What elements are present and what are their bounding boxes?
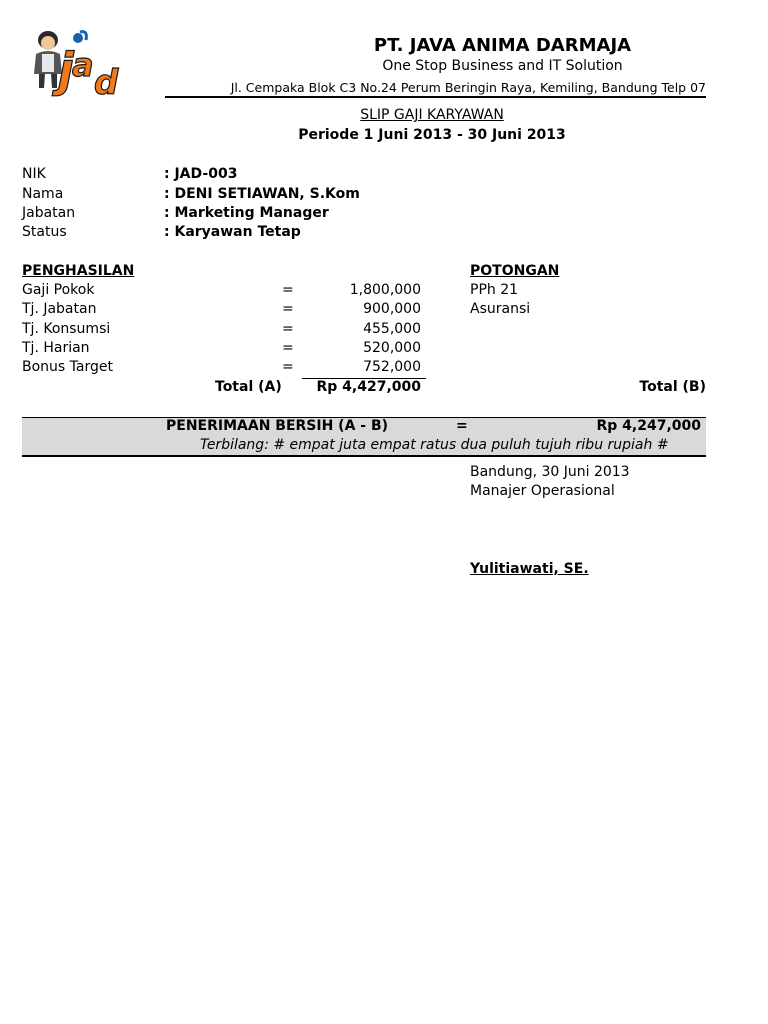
company-address: Jl. Cempaka Blok C3 No.24 Perum Beringin Raya, Kemiling, Bandung Telp 07 — [230, 80, 706, 95]
income-item-amount: 752,000 — [363, 359, 421, 375]
employee-value-status: : Karyawan Tetap — [164, 224, 301, 240]
income-item-amount: 1,800,000 — [349, 282, 421, 298]
header-divider — [165, 96, 706, 98]
income-item-amount: 455,000 — [363, 321, 421, 337]
income-item-label: Tj. Harian — [22, 340, 90, 356]
deduction-item-label: Asuransi — [470, 301, 531, 317]
employee-label-nik: NIK — [22, 166, 46, 182]
slip-period: Periode 1 Juni 2013 - 30 Juni 2013 — [298, 127, 566, 143]
employee-value-nama: : DENI SETIAWAN, S.Kom — [164, 186, 360, 202]
employee-value-jabatan: : Marketing Manager — [164, 205, 329, 221]
deduction-item-label: PPh 21 — [470, 282, 519, 298]
signature-place-date: Bandung, 30 Juni 2013 — [470, 464, 630, 480]
employee-value-nik: : JAD-003 — [164, 166, 238, 182]
income-total-value: Rp 4,427,000 — [316, 379, 421, 395]
income-item-label: Tj. Konsumsi — [22, 321, 111, 337]
income-item-amount: 900,000 — [363, 301, 421, 317]
company-name: PT. JAVA ANIMA DARMAJA — [373, 35, 632, 56]
income-item-eq: = — [282, 340, 294, 356]
income-item-eq: = — [282, 301, 294, 317]
company-tagline: One Stop Business and IT Solution — [382, 58, 623, 74]
employee-label-nama: Nama — [22, 186, 64, 202]
employee-label-status: Status — [22, 224, 67, 240]
income-item-label: Gaji Pokok — [22, 282, 95, 298]
signature-position: Manajer Operasional — [470, 483, 615, 499]
net-pay-eq: = — [456, 418, 468, 434]
employee-label-jabatan: Jabatan — [22, 205, 76, 221]
income-total-label: Total (A) — [215, 379, 282, 395]
income-section-title: PENGHASILAN — [22, 263, 135, 279]
income-item-label: Tj. Jabatan — [22, 301, 97, 317]
signature-name: Yulitiawati, SE. — [470, 561, 589, 577]
income-item-eq: = — [282, 321, 294, 337]
income-item-eq: = — [282, 359, 294, 375]
income-item-label: Bonus Target — [22, 359, 113, 375]
net-pay-value: Rp 4,247,000 — [596, 418, 701, 434]
net-pay-label: PENERIMAAN BERSIH (A - B) — [166, 418, 389, 434]
svg-text:d: d — [94, 63, 119, 100]
income-item-amount: 520,000 — [363, 340, 421, 356]
income-item-eq: = — [282, 282, 294, 298]
deductions-section-title: POTONGAN — [470, 263, 560, 279]
svg-text:j: j — [58, 43, 74, 97]
svg-text:a: a — [72, 46, 94, 84]
slip-title: SLIP GAJI KARYAWAN — [360, 107, 504, 123]
net-pay-spelled: Terbilang: # empat juta empat ratus dua puluh tujuh ribu rupiah # — [200, 437, 669, 453]
deductions-total-label: Total (B) — [639, 379, 706, 395]
